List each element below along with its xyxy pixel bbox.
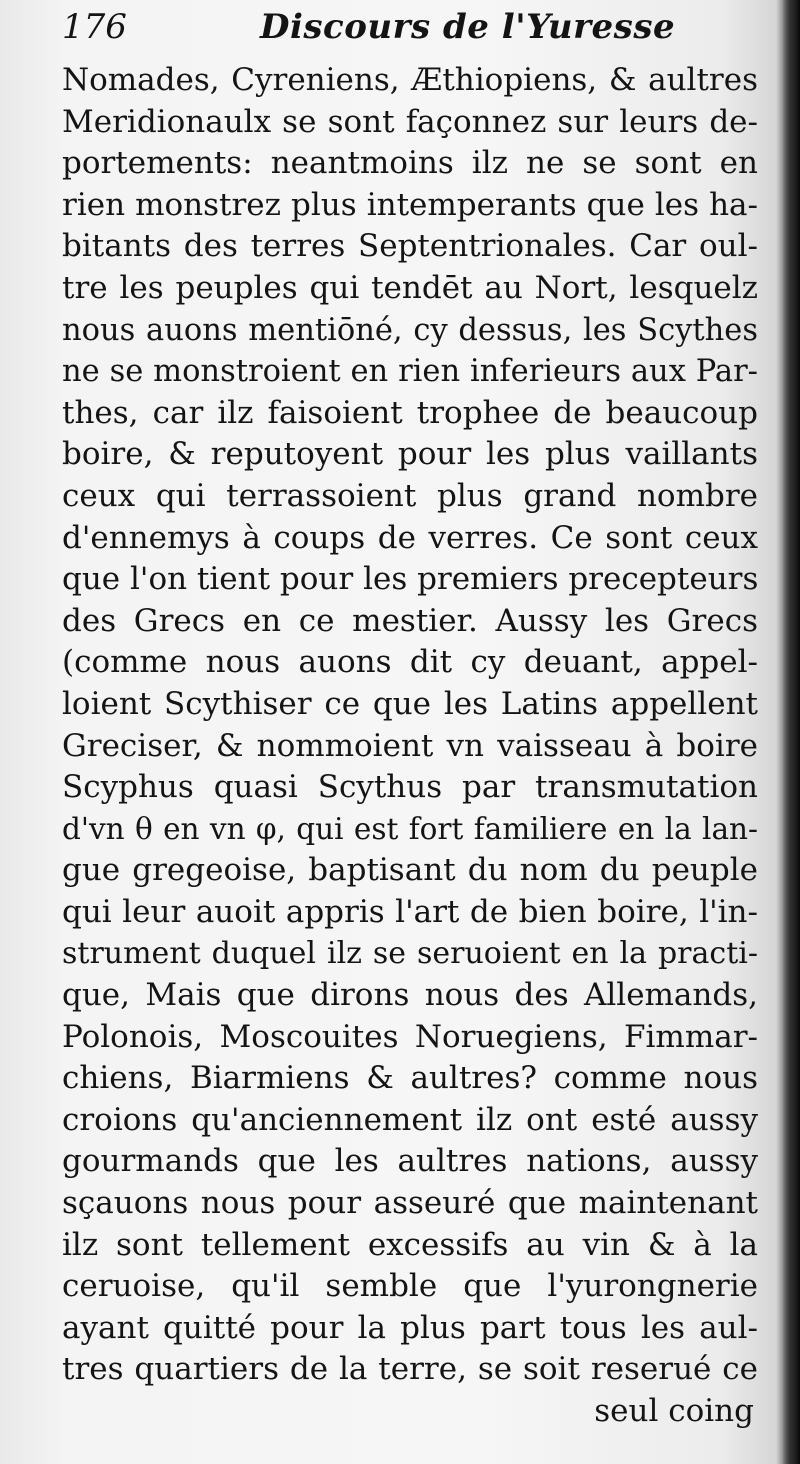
text-line: des Grecs en ce mestier. Aussy les Grecs (62, 602, 758, 639)
text-line: loient Scythiser ce que les Latins appellent (62, 685, 758, 722)
text-line: strument duquel ilz se seruoient en la practi- (62, 936, 758, 972)
text-line: boire, & reputoyent pour les plus vaillants (62, 436, 758, 473)
text-line: Scyphus quasi Scythus par transmutation (62, 769, 758, 806)
text-line: gue gregeoise, baptisant du nom du peuple (62, 852, 758, 889)
page-header (62, 6, 762, 50)
text-line: bitants des terres Septentrionales. Car oul- (62, 228, 758, 265)
text-line: d'vn θ en vn φ, qui est fort familiere en la lan- (62, 811, 758, 846)
text-line: ceux qui terrassoient plus grand nombre (62, 477, 758, 514)
text-line: nous auons mentiōné, cy dessus, les Scythes (62, 312, 758, 348)
text-line: Greciser, & nommoient vn vaisseau à boire (62, 727, 758, 764)
text-line: Meridionaulx se sont façonnez sur leurs de- (62, 103, 758, 140)
text-line: croions qu'anciennement ilz ont esté aussy (62, 1101, 758, 1138)
text-line: gourmands que les aultres nations, aussy (62, 1143, 758, 1180)
text-line: tres quartiers de la terre, se soit reserué ce (62, 1351, 758, 1388)
text-line: d'ennemys à coups de verres. Ce sont ceux (62, 519, 758, 556)
page-number: 176 (62, 7, 127, 47)
text-line: ceruoise, qu'il semble que l'yurongnerie (62, 1268, 758, 1305)
text-line: tre les peuples qui tendēt au Nort, lesquelz (62, 269, 758, 306)
text-line: ayant quitté pour la plus part tous les aul- (62, 1309, 758, 1346)
text-line: thes, car ilz faisoient trophee de beaucoup (62, 394, 758, 431)
text-line: sçauons nous pour asseuré que maintenant (62, 1185, 758, 1222)
text-line: Polonois, Moscouites Noruegiens, Fimmar- (62, 1018, 758, 1055)
text-line: (comme nous auons dit cy deuant, appel- (62, 644, 758, 681)
running-title: Discours de l'Yuresse (260, 7, 676, 47)
text-line: ilz sont tellement excessifs au vin & à la (62, 1226, 758, 1263)
text-line: Nomades, Cyreniens, Æthiopiens, & aultres (62, 62, 758, 98)
text-line: que, Mais que dirons nous des Allemands, (62, 977, 758, 1014)
body-text (62, 60, 758, 1433)
text-line: seul coing (594, 1393, 754, 1429)
text-line: qui leur auoit appris l'art de bien boire, l'in- (62, 893, 758, 930)
text-line: que l'on tient pour les premiers precepteurs (62, 561, 759, 598)
book-spine-shadow (782, 0, 800, 1464)
text-line: portements: neantmoins ilz ne se sont en (62, 145, 758, 182)
text-line: ne se monstroient en rien inferieurs aux Par- (62, 354, 758, 390)
text-line: rien monstrez plus intemperants que les ha- (62, 186, 758, 223)
text-line: chiens, Biarmiens & aultres? comme nous (62, 1060, 758, 1097)
